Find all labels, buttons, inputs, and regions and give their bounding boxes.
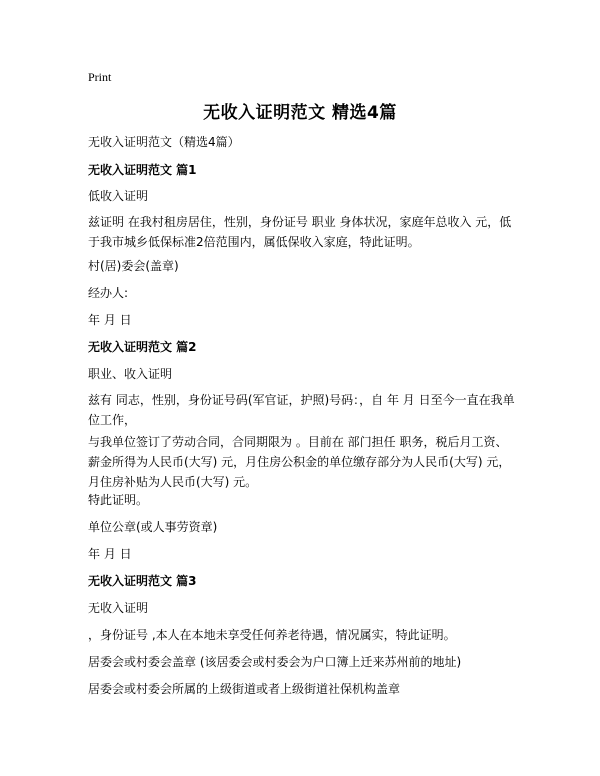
- paragraph: ，身份证号 ,本人在本地未享受任何养老待遇，情况属实，特此证明。: [88, 628, 456, 642]
- paragraph: 低收入证明: [88, 189, 149, 203]
- paragraph: 年 月 日: [88, 547, 132, 561]
- paragraph: 居委会或村委会盖章 (该居委会或村委会为户口簿上迁来苏州前的地址): [88, 655, 462, 669]
- paragraph: 村(居)委会(盖章): [88, 259, 179, 273]
- document-title: 无收入证明范文 精选4篇: [203, 103, 397, 123]
- paragraph: 无收入证明: [88, 601, 149, 615]
- print-label: Print: [88, 70, 112, 84]
- section-heading: 无收入证明范文 篇1: [88, 163, 197, 177]
- paragraph: 兹证明 在我村租房居住，性别，身份证号 职业 身体状况，家庭年总收入 元，低于我市城乡低保标准2倍范围内，属低保收入家庭，特此证明。: [88, 215, 512, 249]
- section-heading: 无收入证明范文 篇2: [88, 340, 197, 354]
- document-subtitle: 无收入证明范文（精选4篇）: [88, 135, 240, 149]
- paragraph: 兹有 同志，性别，身份证号码(军官证，护照)号码：，自 年 月 日至今一直在我单位工作，: [88, 393, 515, 427]
- paragraph: 职业、收入证明: [88, 367, 173, 381]
- paragraph: 特此证明。: [88, 493, 149, 507]
- paragraph: 年 月 日: [88, 313, 132, 327]
- paragraph: 居委会或村委会所属的上级街道或者上级街道社保机构盖章: [88, 682, 401, 696]
- paragraph: 经办人:: [88, 286, 129, 300]
- section-heading: 无收入证明范文 篇3: [88, 574, 197, 588]
- paragraph: 与我单位签订了劳动合同，合同期限为 。目前在 部门担任 职务，税后月工资、薪金所得为人民币(大写) 元，月住房公积金的单位缴存部分为人民币(大写) 元，月住房补贴为人民币(大写) 元。: [88, 435, 511, 489]
- paragraph: 单位公章(或人事劳资章): [88, 520, 218, 534]
